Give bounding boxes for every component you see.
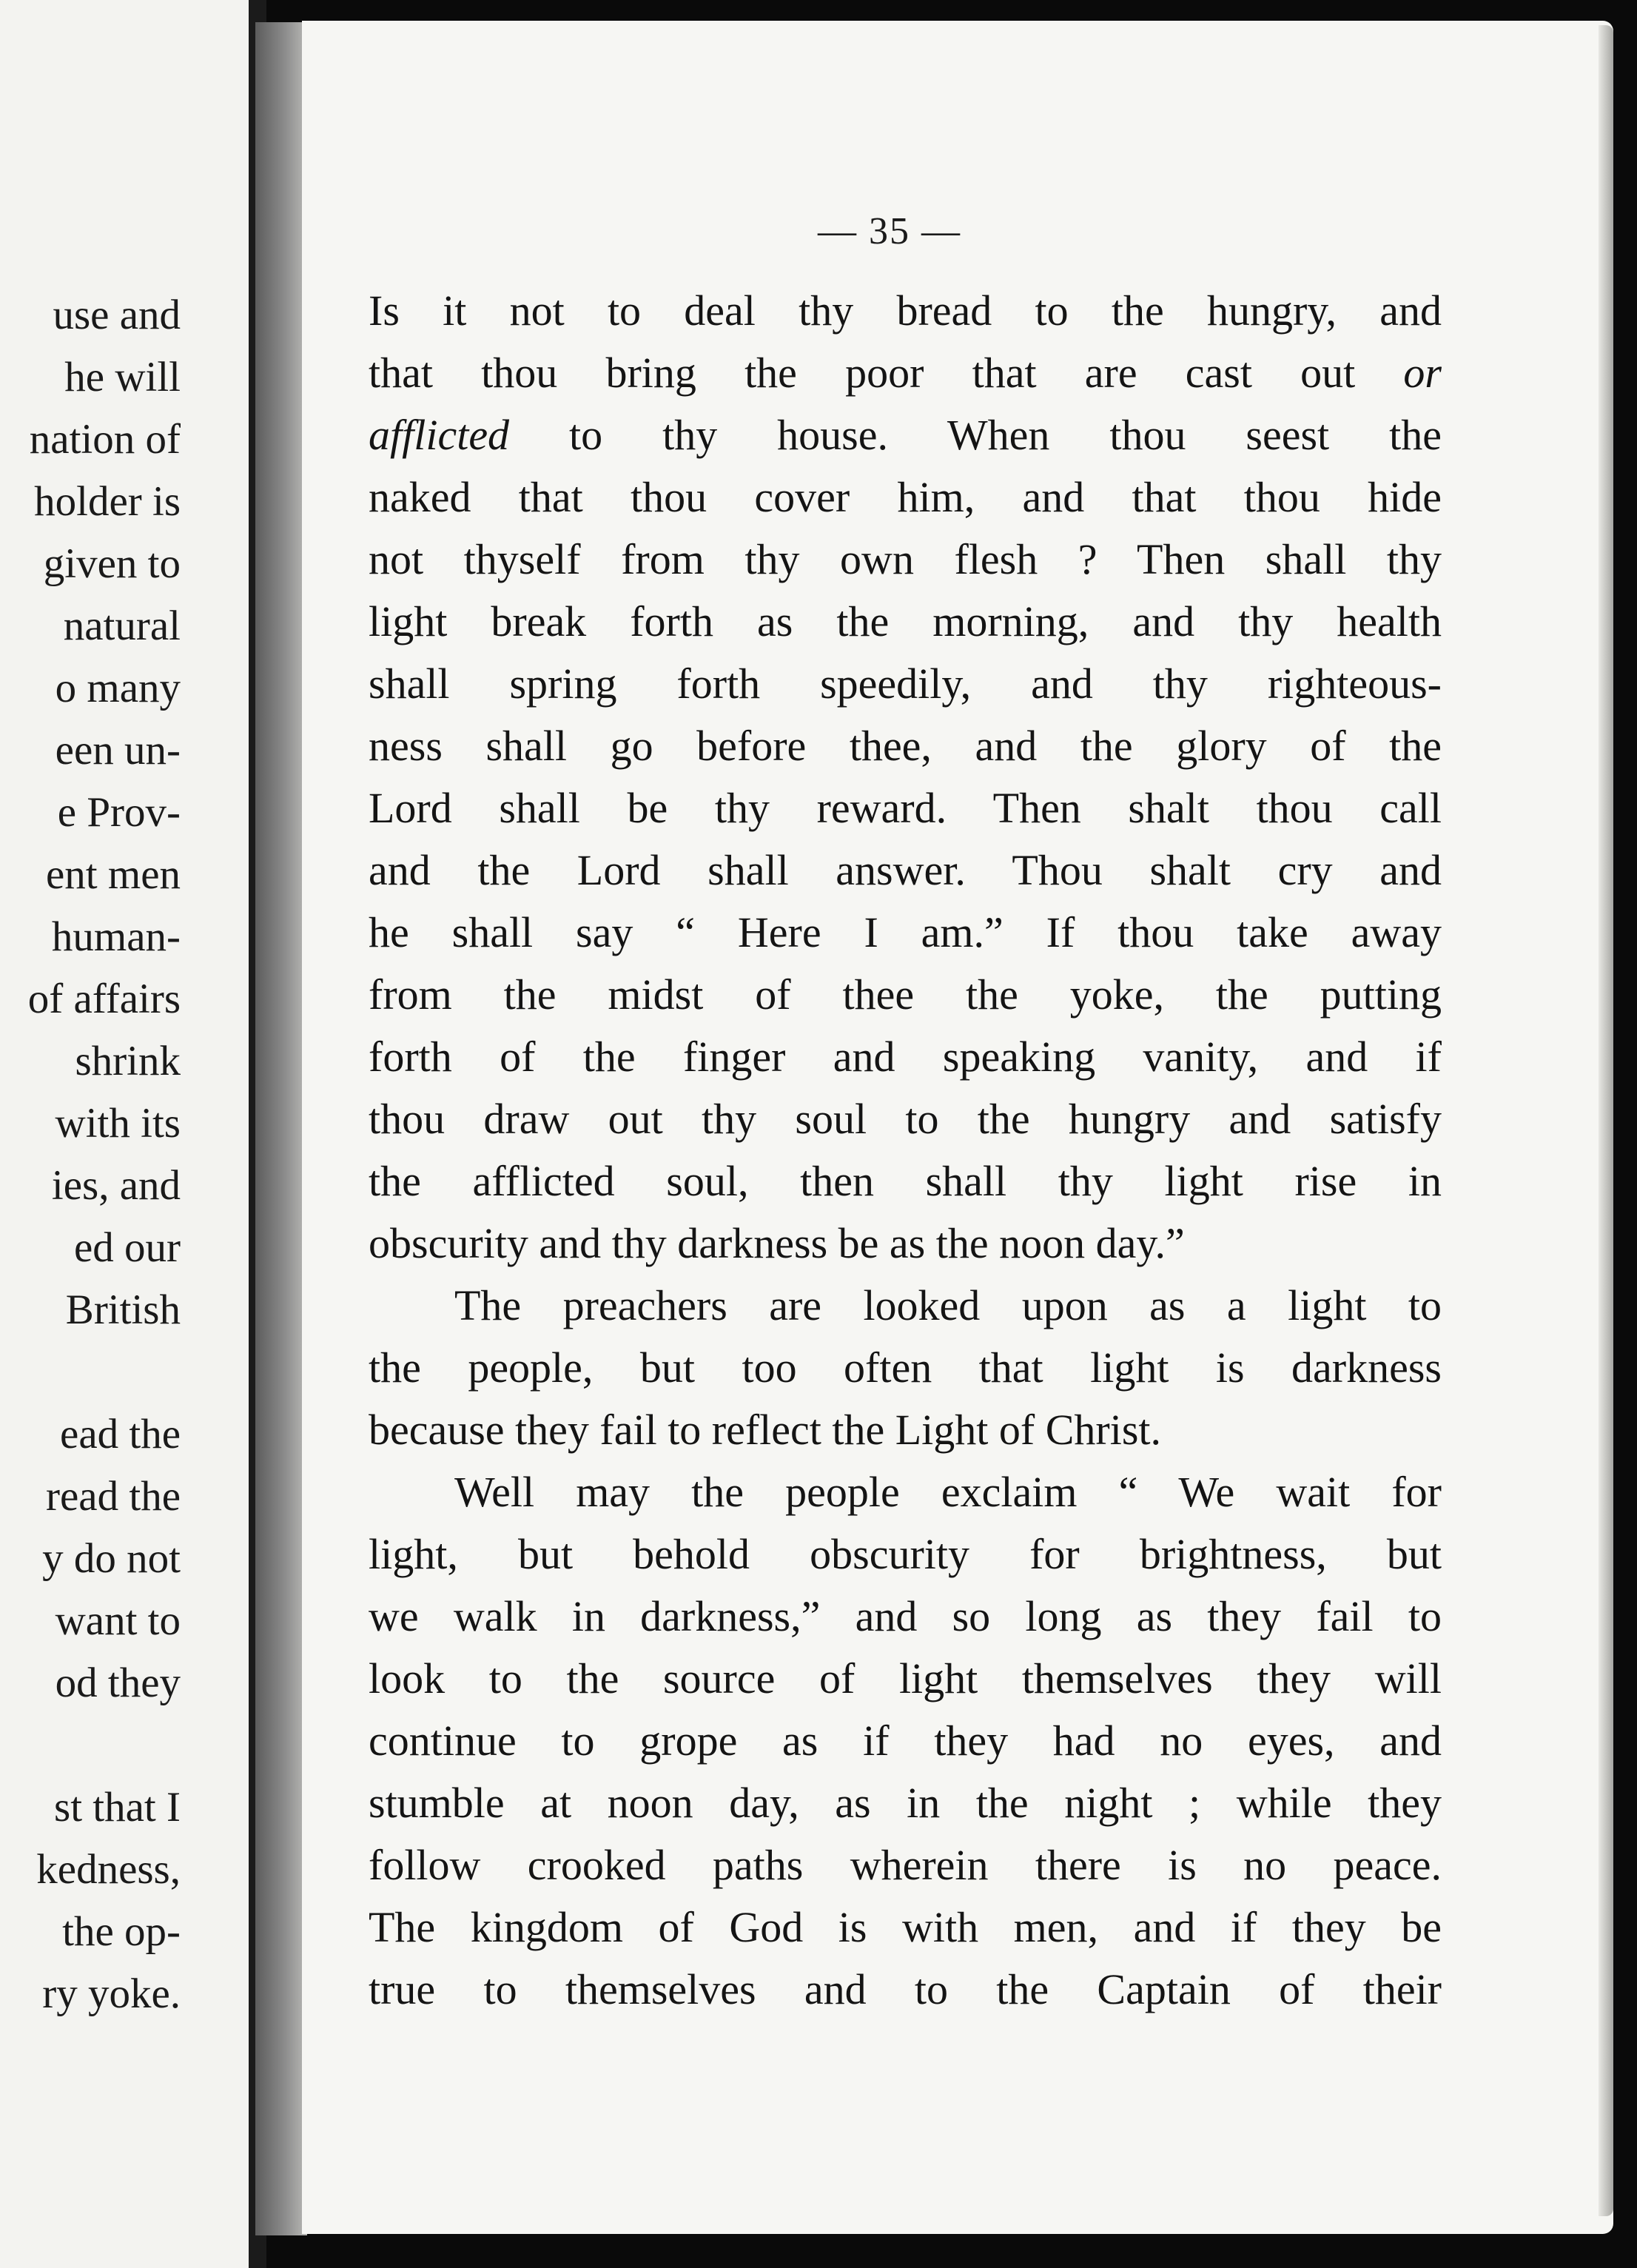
left-page-line: of affairs: [27, 976, 181, 1022]
text-line: because they fail to reflect the Light of Christ.: [369, 1406, 1162, 1454]
page-number: — 35 —: [818, 210, 961, 252]
text-line: thou draw out thy soul to the hungry and satisfy: [369, 1095, 1442, 1143]
text-line: continue to grope as if they had no eyes, and: [369, 1717, 1442, 1765]
text-line: light break forth as the morning, and thy health: [369, 597, 1442, 645]
text-line: [369, 404, 1442, 466]
text-line: he shall say “ Here I am.” If thou take away: [369, 908, 1442, 956]
left-page-line: given to: [43, 540, 181, 587]
left-page-line: the op-: [62, 1908, 181, 1955]
left-page-line: with its: [55, 1100, 181, 1147]
text-line: naked that thou cover him, and that thou hide: [369, 473, 1442, 521]
left-page-line: read the: [46, 1473, 181, 1520]
text-line: and the Lord shall answer. Thou shalt cry and: [369, 846, 1442, 894]
italic-word: or: [1403, 349, 1442, 397]
previous-page-fragment: [0, 0, 249, 2268]
text-line: light, but behold obscurity for brightness, but: [369, 1530, 1442, 1578]
left-page-line: human-: [51, 913, 181, 960]
body-text: [369, 280, 1442, 2021]
text-line: [369, 342, 1442, 404]
gutter-shadow: [255, 22, 307, 2235]
left-page-line: st that I: [54, 1784, 181, 1831]
left-page-line: een un-: [55, 727, 181, 774]
left-page-line: ead the: [60, 1411, 181, 1457]
left-page-line: holder is: [34, 478, 181, 525]
left-page-line: ed our: [73, 1224, 181, 1271]
text-line: obscurity and thy darkness be as the noon day.”: [369, 1219, 1185, 1267]
left-page-line: want to: [55, 1597, 181, 1644]
page-edge: [1599, 25, 1613, 2216]
text-line: Lord shall be thy reward. Then shalt thou call: [369, 784, 1442, 832]
paragraph-start-line: The preachers are looked upon as a light to: [454, 1281, 1442, 1329]
left-page-line: ry yoke.: [42, 1970, 181, 2017]
text-line: from the midst of thee the yoke, the putting: [369, 970, 1442, 1019]
left-page-line: natural: [63, 603, 181, 649]
left-page-line: use and: [53, 292, 181, 338]
text-span: to thy house. When thou seest the: [509, 411, 1442, 459]
left-page-line: e Prov-: [57, 789, 181, 836]
left-page-line: shrink: [75, 1038, 181, 1084]
left-page-line: ent men: [45, 851, 181, 898]
text-line: ness shall go before thee, and the glory of the: [369, 722, 1442, 770]
text-line: stumble at noon day, as in the night ; while they: [369, 1779, 1442, 1827]
paragraph-start-line: Well may the people exclaim “ We wait for: [454, 1468, 1442, 1516]
left-page-line: o many: [55, 665, 181, 711]
text-span: that thou bring the poor that are cast out: [369, 349, 1404, 397]
left-page-line: kedness,: [36, 1846, 181, 1893]
text-line: the people, but too often that light is darkness: [369, 1343, 1442, 1392]
left-page-line: British: [65, 1286, 181, 1333]
text-line: shall spring forth speedily, and thy righteous-: [369, 660, 1442, 708]
left-page-line: od they: [55, 1660, 181, 1706]
text-line: true to themselves and to the Captain of their: [369, 1965, 1442, 2013]
left-page-line: he will: [64, 354, 181, 400]
text-line: look to the source of light themselves they will: [369, 1654, 1442, 1702]
text-line: The kingdom of God is with men, and if they be: [369, 1903, 1442, 1951]
text-line: follow crooked paths wherein there is no peace.: [369, 1841, 1442, 1889]
text-line: Is it not to deal thy bread to the hungry, and: [369, 286, 1442, 335]
left-page-line: nation of: [29, 416, 181, 463]
left-page-line: ies, and: [51, 1162, 181, 1209]
left-page-line: y do not: [42, 1535, 181, 1582]
text-line: forth of the finger and speaking vanity, and if: [369, 1033, 1442, 1081]
text-line: we walk in darkness,” and so long as they fail to: [369, 1592, 1442, 1640]
italic-word: afflicted: [369, 411, 510, 459]
text-line: not thyself from thy own flesh ? Then shall thy: [369, 535, 1442, 583]
text-line: the afflicted soul, then shall thy light rise in: [369, 1157, 1442, 1205]
